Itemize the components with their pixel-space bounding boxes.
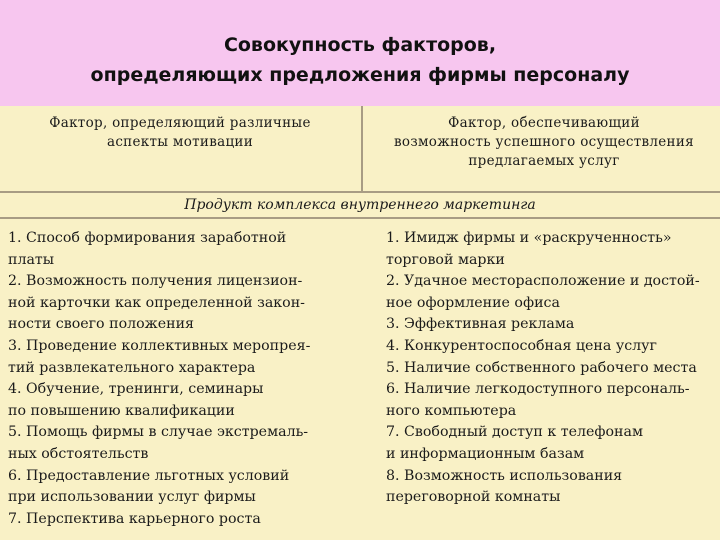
list-item-line: 8. Возможность использования [386, 467, 623, 484]
list-item-line: 5. Помощь фирмы в случае экстремаль- [8, 424, 309, 441]
list-item-line: 1. Имидж фирмы и «раскрученность» [386, 230, 672, 246]
list-item [8, 228, 354, 271]
list-item-line: 5. Наличие собственного рабочего места [386, 359, 697, 376]
list-item-line: переговорной комнаты [386, 489, 561, 506]
list-item-line: 2. Возможность получения лицензион- [8, 273, 303, 290]
list-item-line: и информационным базам [386, 445, 585, 462]
header-right-line: Фактор, обеспечивающий [448, 115, 640, 131]
list-item-line: 7. Свободный доступ к телефонам [386, 424, 643, 441]
list-item-line: 7. Перспектива карьерного роста [8, 510, 261, 527]
list-item-line: ности своего положения [8, 316, 194, 333]
slide-title [0, 30, 720, 90]
list-item [8, 379, 354, 422]
list-item-line: по повышению квалификации [8, 402, 235, 419]
list-item-line: ное оформление офиса [386, 294, 560, 311]
list-item [8, 466, 354, 509]
header-rule [0, 191, 720, 193]
list-item-line: платы [8, 251, 55, 268]
list-item-line: торговой марки [386, 251, 505, 268]
list-item-line: 3. Проведение коллективных меропрея- [8, 337, 311, 354]
header-right-line: возможность успешного осуществления [394, 134, 694, 150]
list-item-line: 6. Наличие легкодоступного персональ- [386, 381, 690, 398]
subheader-rule [0, 217, 720, 219]
title-band [0, 0, 720, 106]
list-item [8, 509, 354, 531]
title-line-1: Совокупность факторов, [223, 34, 497, 56]
right-factor-list [386, 228, 720, 509]
list-item [386, 228, 720, 271]
header-right [368, 114, 720, 171]
header-right-line: предлагаемых услуг [468, 153, 620, 169]
subheader: Продукт комплекса внутреннего маркетинга [184, 197, 536, 213]
column-divider [361, 106, 363, 191]
list-item [8, 422, 354, 465]
header-left-line: аспекты мотивации [106, 134, 254, 150]
list-item-line: ного компьютера [386, 402, 517, 419]
list-item-line: ных обстоятельств [8, 445, 149, 462]
list-item [386, 358, 720, 380]
list-item-line: 6. Предоставление льготных условий [8, 467, 290, 484]
header-left [10, 114, 350, 152]
header-left-line: Фактор, определяющий различные [49, 115, 311, 131]
list-item [386, 379, 720, 422]
list-item [8, 271, 354, 336]
list-item-line: 1. Способ формирования заработной [8, 230, 287, 246]
list-item-line: 4. Обучение, тренинги, семинары [8, 381, 264, 398]
list-item-line: ной карточки как определенной закон- [8, 294, 305, 311]
title-line-2: определяющих предложения фирмы персоналу [90, 64, 630, 86]
list-item-line: 3. Эффективная реклама [386, 316, 575, 333]
factors-table [0, 106, 720, 540]
list-item-line: при использовании услуг фирмы [8, 489, 256, 506]
list-item [8, 336, 354, 379]
list-item-line: 4. Конкурентоспособная цена услуг [386, 337, 657, 354]
list-item [386, 271, 720, 314]
list-item [386, 466, 720, 509]
left-factor-list [8, 228, 354, 530]
list-item [386, 336, 720, 358]
list-item-line: тий развлекательного характера [8, 359, 256, 376]
list-item [386, 314, 720, 336]
list-item-line: 2. Удачное месторасположение и достой- [386, 273, 700, 290]
list-item [386, 422, 720, 465]
